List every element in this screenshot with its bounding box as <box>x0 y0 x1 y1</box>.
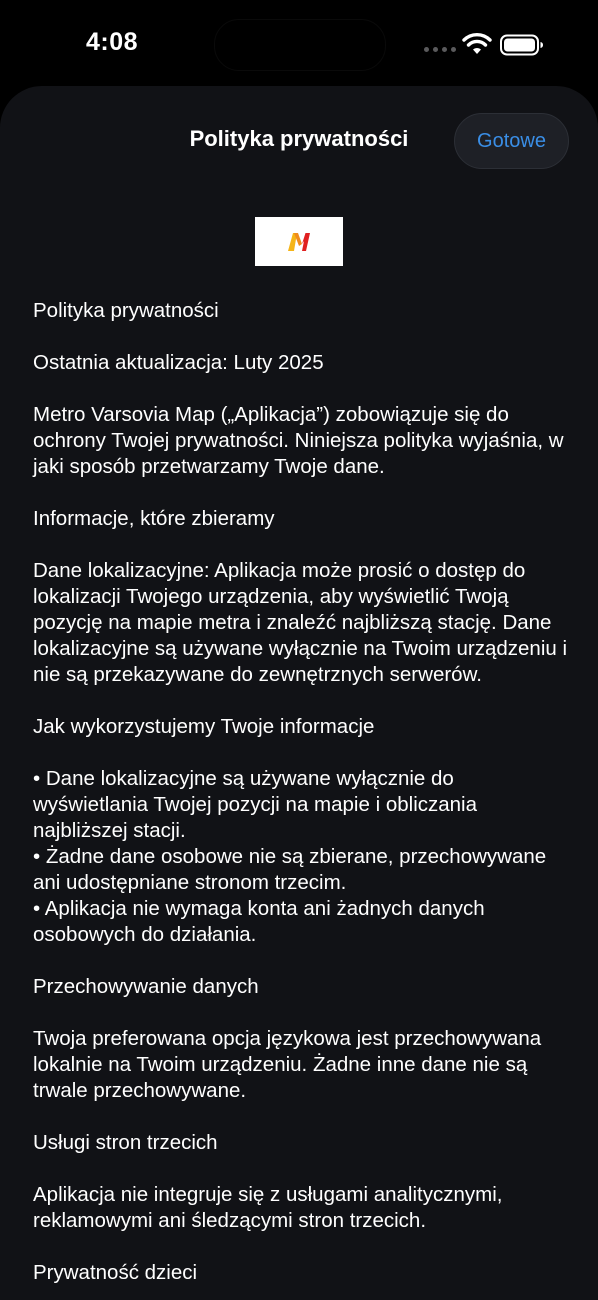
sheet-header <box>0 86 598 198</box>
dynamic-island <box>214 19 386 71</box>
section-storage-title: Przechowywanie danych <box>33 975 259 998</box>
policy-heading: Polityka prywatności <box>33 299 219 322</box>
section-storage-body: Twoja preferowana opcja językowa jest przechowywana lokalnie na Twoim urządzeniu. Żadne inne dane nie są trwale przechowywane. <box>33 1027 542 1102</box>
app-logo <box>255 217 343 266</box>
policy-updated: Ostatnia aktualizacja: Luty 2025 <box>33 351 324 374</box>
privacy-sheet[interactable] <box>0 86 598 1300</box>
section-use-bullet-2: • Żadne dane osobowe nie są zbierane, przechowywane ani udostępniane stronom trzecim. <box>33 845 547 894</box>
battery-icon <box>500 34 544 56</box>
section-use-bullet-1: • Dane lokalizacyjne są używane wyłącznie do wyświetlania Twojej pozycji na mapie i obliczania najbliższej stacji. <box>33 767 478 842</box>
done-button[interactable]: Gotowe <box>454 113 569 169</box>
policy-content[interactable] <box>33 298 568 1300</box>
section-children-title: Prywatność dzieci <box>33 1261 198 1284</box>
wifi-icon <box>462 32 492 56</box>
cellular-signal-icon <box>424 47 456 55</box>
sheet-title: Polityka prywatności <box>189 126 409 151</box>
section-third-title: Usługi stron trzecich <box>33 1131 218 1154</box>
section-third-body: Aplikacja nie integruje się z usługami analitycznymi, reklamowymi ani śledzącymi stron trzecich. <box>33 1183 503 1232</box>
section-use-bullet-3: • Aplikacja nie wymaga konta ani żadnych danych osobowych do działania. <box>33 897 485 946</box>
status-time: 4:08 <box>86 28 139 56</box>
section-collect-body: Dane lokalizacyjne: Aplikacja może prosić o dostęp do lokalizacji Twojego urządzenia, aby wyświetlić Twoją pozycję na mapie metra i znaleźć najbliższą stację. Dane lokalizacyjne są używane wyłącznie na Twoim urządzeniu i nie są przekazywane do zewnętrznych serwerów. <box>33 559 568 686</box>
policy-intro: Metro Varsovia Map („Aplikacja”) zobowiązuje się do ochrony Twojej prywatności. Niniejsza polityka wyjaśnia, w jaki sposób przetwarzamy Twoje dane. <box>33 403 564 478</box>
status-bar <box>0 0 598 86</box>
metro-m-logo-icon <box>286 231 312 253</box>
section-use-title: Jak wykorzystujemy Twoje informacje <box>33 715 375 738</box>
section-collect-title: Informacje, które zbieramy <box>33 507 275 530</box>
